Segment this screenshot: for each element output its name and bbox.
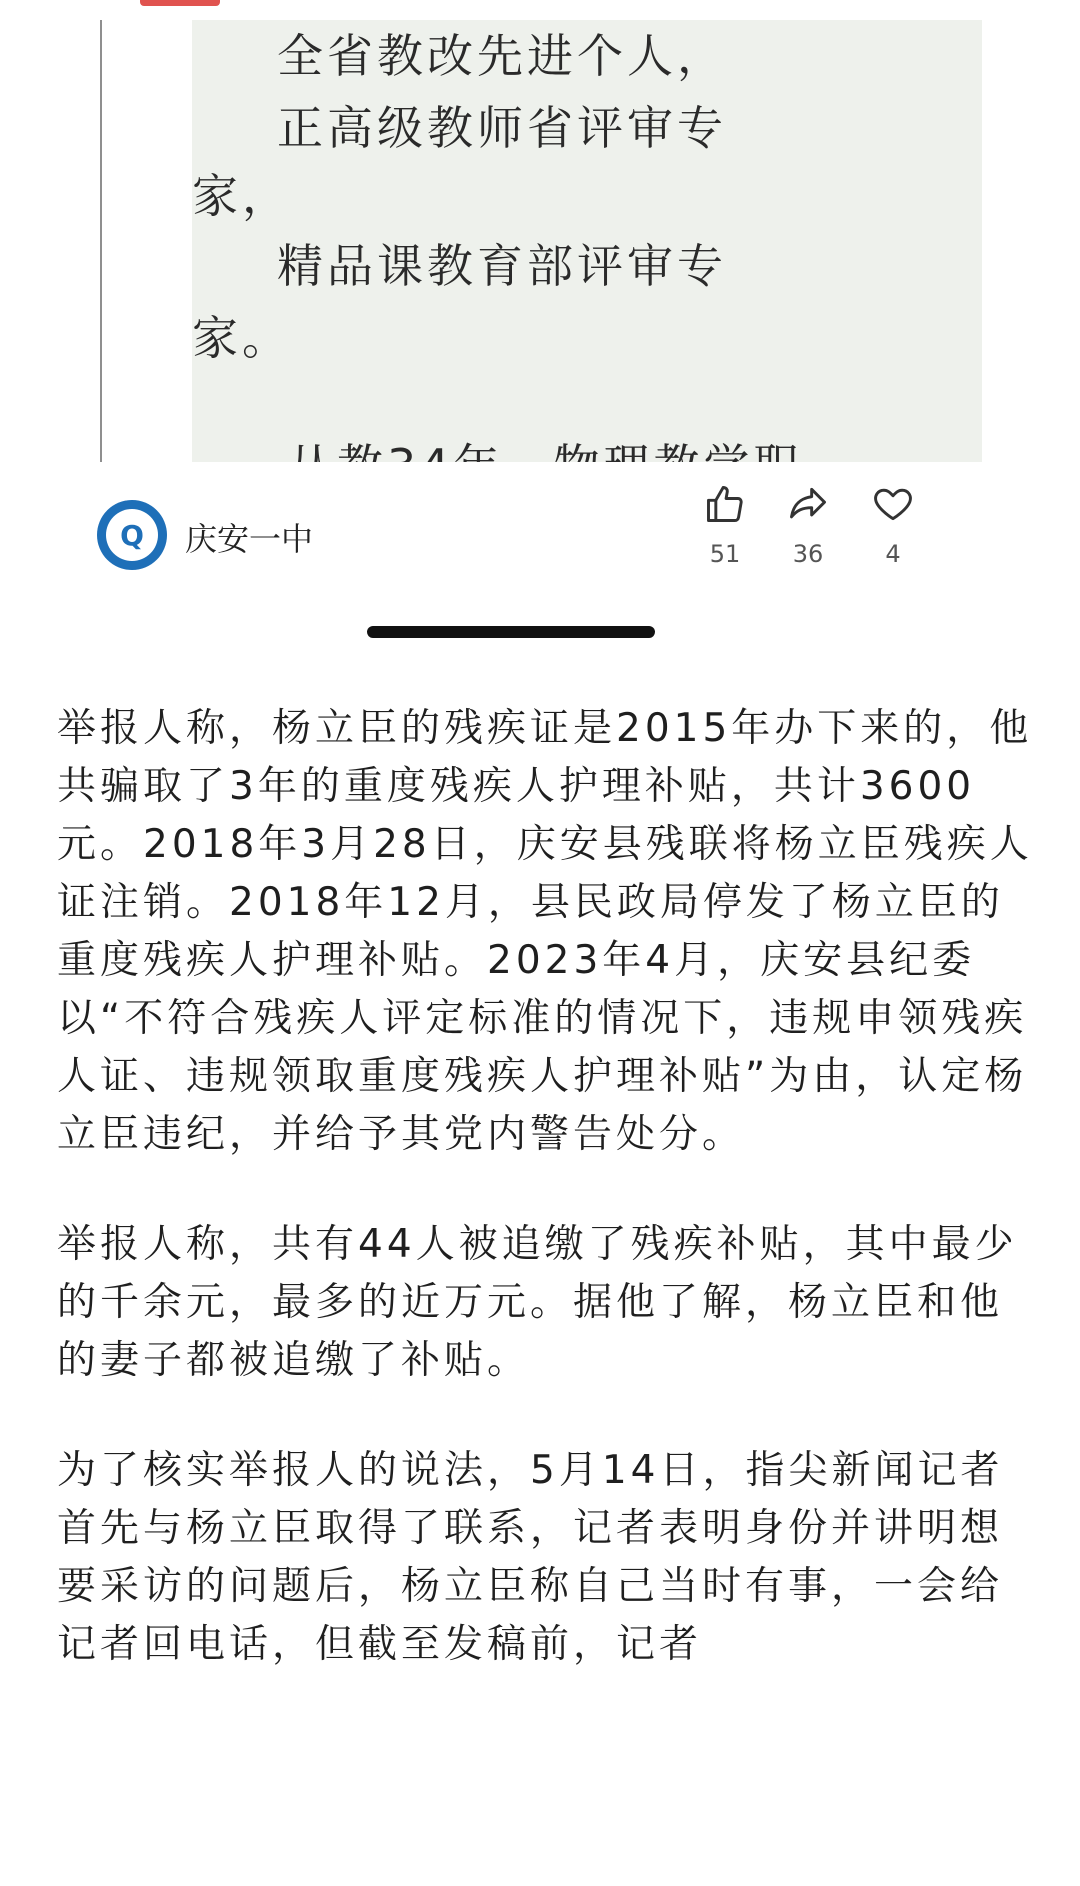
red-tab-indicator: [140, 0, 220, 6]
notice-image-frame: [100, 20, 969, 462]
like-count: 51: [709, 540, 741, 568]
account-name[interactable]: 庆安一中: [185, 520, 314, 558]
article-paragraph: 举报人称，共有44人被追缴了残疾补贴，其中最少的千余元，最多的近万元。据他了解，杨立臣和他的妻子都被追缴了补贴。: [57, 1222, 1018, 1383]
notice-line: 精品课教育部评审专: [277, 239, 727, 293]
article-paragraph: 举报人称，杨立臣的残疾证是2015年办下来的，他共骗取了3年的重度残疾人护理补贴，共计3600元。2018年3月28日，庆安县残联将杨立臣残疾人证注销。2018年12月，县民政局停发了杨立臣的重度残疾人护理补贴。2023年4月，庆安县纪委以“不符合残疾人评定标准的情况下，违规申领残疾人证、违规领取重度残疾人护理补贴”为由，认定杨立臣违纪，并给予其党内警告处分。: [57, 706, 1033, 1157]
like-button[interactable]: [685, 482, 765, 568]
notice-image: [192, 20, 982, 462]
share-button[interactable]: [768, 482, 848, 568]
article-body: [57, 700, 1037, 1726]
article-paragraph: 为了核实举报人的说法，5月14日，指尖新闻记者首先与杨立臣取得了联系，记者表明身份并讲明想要采访的问题后，杨立臣称自己当时有事，一会给记者回电话，但截至发稿前，记者: [57, 1448, 1004, 1667]
share-count: 36: [792, 540, 824, 568]
share-arrow-icon: [786, 482, 830, 526]
notice-line: 全省教改先进个人，: [277, 29, 727, 83]
home-indicator: [367, 626, 655, 638]
school-logo-icon: Q: [106, 509, 158, 561]
notice-line: 正高级教师省评审专: [277, 101, 727, 155]
favorite-button[interactable]: [853, 482, 933, 568]
post-action-bar: [55, 462, 1010, 657]
account-avatar[interactable]: [97, 500, 167, 570]
heart-icon: [871, 482, 915, 526]
thumbs-up-icon: [703, 482, 747, 526]
favorite-count: 4: [885, 540, 901, 568]
embedded-screenshot: [55, 0, 1010, 655]
notice-line: 家，: [192, 169, 292, 223]
notice-line: 家。: [192, 311, 292, 365]
